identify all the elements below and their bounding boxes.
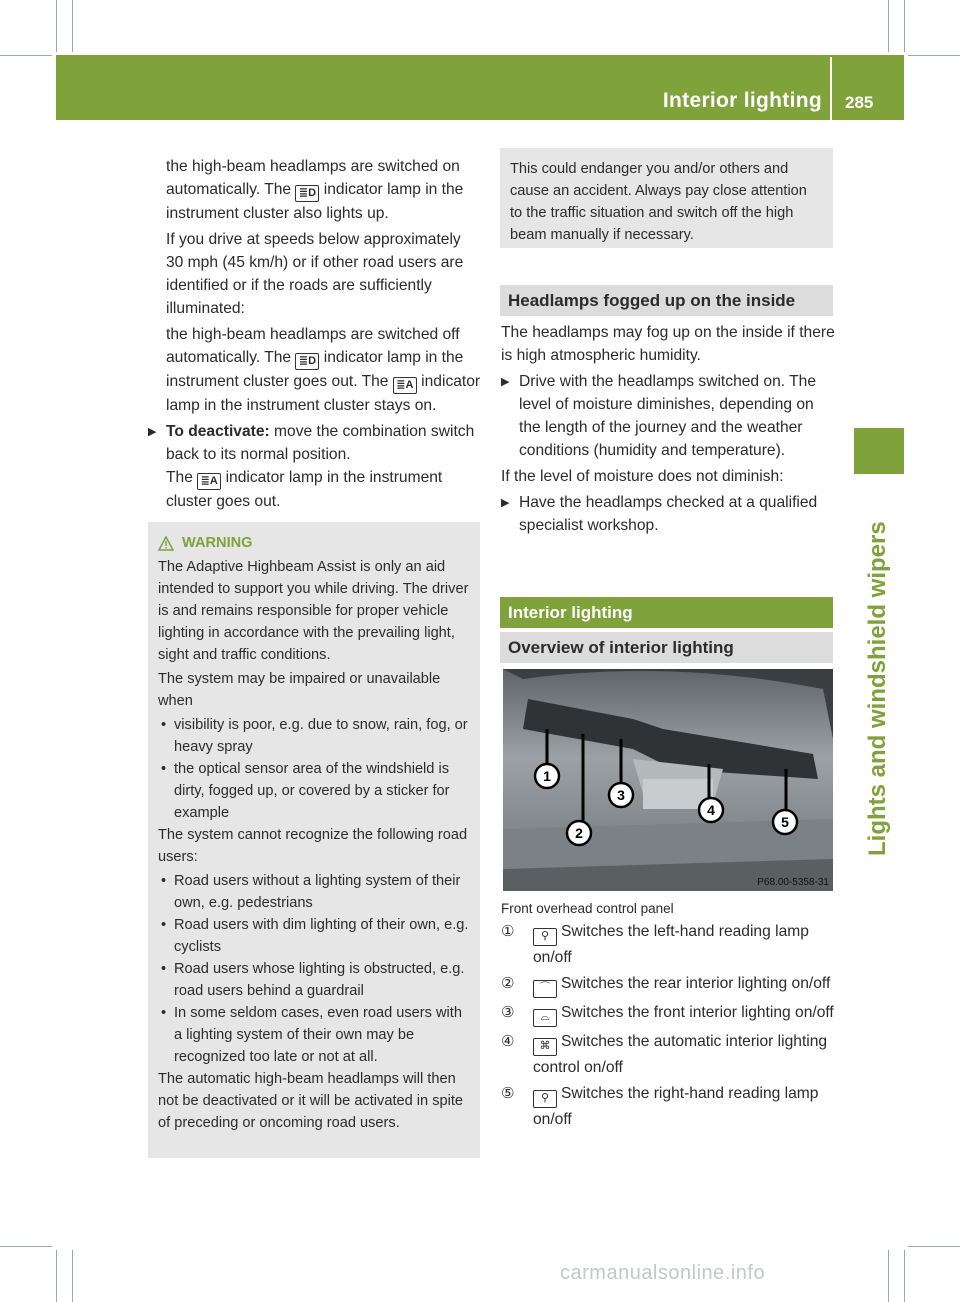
callout-2: 2 [575, 825, 583, 841]
list-item: • Road users without a lighting system of their own, e.g. pedestrians [161, 873, 461, 911]
warning-box [148, 522, 480, 1158]
high-beam-indicator-icon: ≣D [295, 185, 319, 202]
section-heading-fogged: Headlamps fogged up on the inside [500, 285, 833, 316]
fogged-section [501, 321, 837, 540]
warning-continuation-box [500, 148, 833, 248]
legend-item: ④ ⌘ Switches the automatic interior lighting control on/off [501, 1033, 828, 1076]
list-item: • Road users with dim lighting of their own, e.g. cyclists [161, 917, 469, 955]
legend-item: ⑤ ⚲ Switches the right-hand reading lamp on/off [501, 1085, 819, 1128]
paragraph: This could endanger you and/or others and cause an accident. Always pay close attention to the traffic situation and switch off the high beam manually if necessary. [510, 161, 807, 243]
step: ▶ Drive with the headlamps switched on. The level of moisture diminishes, depending on the length of the journey and the weather conditions (humidity and temperature). [501, 373, 817, 459]
section-heading-interior: Interior lighting [500, 597, 833, 628]
adaptive-high-beam-indicator-icon: ≣A [197, 473, 221, 490]
paragraph: The automatic high-beam headlamps will then not be deactivated or it will be activated in spite of preceding or oncoming road users. [158, 1071, 464, 1131]
paragraph: If the level of moisture does not diminish: [501, 468, 784, 485]
step: ▶ To deactivate: move the combination switch back to its normal position. The ≣A indicator lamp in the instrument cluster goes out. [148, 423, 475, 510]
rear-interior-light-icon: ⌒ [533, 980, 557, 998]
arrow-icon: ▶ [148, 426, 157, 438]
legend-item: ② ⌒ Switches the rear interior lighting on/off [501, 972, 837, 998]
paragraph: The Adaptive Highbeam Assist is only an aid intended to support you while driving. The driver is and remains responsible for proper vehicle lighting in accordance with the prevailing light, sight and traffic conditions. [158, 559, 469, 663]
callout-4: 4 [707, 802, 715, 818]
side-tab [854, 428, 904, 474]
page-title: Interior lighting [662, 89, 822, 112]
legend-item: ① ⚲ Switches the left-hand reading lamp on/off [501, 923, 809, 966]
left-column [148, 155, 482, 516]
adaptive-high-beam-indicator-icon: ≣A [393, 377, 417, 394]
subsection-heading-overview: Overview of interior lighting [500, 632, 833, 663]
overhead-control-panel-photo [503, 669, 833, 891]
auto-interior-light-icon: ⌘ [533, 1038, 557, 1056]
arrow-icon: ▶ [501, 497, 510, 509]
side-title [856, 498, 896, 858]
paragraph: If you drive at speeds below approximately 30 mph (45 km/h) or if other road users are identified or if the roads are sufficiently illuminated: [166, 231, 464, 317]
paragraph: the high-beam headlamps are switched on automatically. The ≣D indicator lamp in the instrument cluster also lights up. If you drive at speeds below approximately 30 mph (45 km/h) or if other road users are identified or if the roads are sufficiently illuminated: the high-beam headlamps are switched off automatically. The ≣D indicator lamp in the instrument cluster goes out. The ≣A indicator lamp in the instrument cluster stays on. [166, 158, 481, 414]
callout-3: 3 [617, 787, 625, 803]
list-item: • In some seldom cases, even road users with a lighting system of their own may be recognized too late or not at all. [161, 1005, 462, 1065]
reading-lamp-icon: ⚲ [533, 1090, 557, 1108]
paragraph: The system cannot recognize the following road users: [158, 827, 468, 865]
legend [501, 898, 837, 1134]
legend-item: ③ ⌓ Switches the front interior lighting on/off [501, 1001, 837, 1027]
warning-triangle-icon [158, 536, 174, 551]
step: ▶ Have the headlamps checked at a qualified specialist workshop. [501, 494, 818, 534]
arrow-icon: ▶ [501, 376, 510, 388]
photo-code: P68.00-5358-31 [757, 877, 829, 888]
header-separator [830, 57, 832, 120]
photo-caption: Front overhead control panel [501, 901, 674, 916]
callout-5: 5 [781, 814, 789, 830]
watermark: carmanualsonline.info [560, 1262, 766, 1284]
paragraph: The system may be impaired or unavailable when [158, 671, 441, 709]
warning-heading: WARNING [158, 532, 470, 554]
reading-lamp-icon: ⚲ [533, 928, 557, 946]
list-item: • the optical sensor area of the windshield is dirty, fogged up, or covered by a sticker for example [161, 761, 450, 821]
front-interior-light-icon: ⌓ [533, 1009, 557, 1027]
callout-1: 1 [543, 768, 551, 784]
paragraph: The headlamps may fog up on the inside if there is high atmospheric humidity. [501, 324, 835, 364]
side-title-text: Lights and windshield wipers [864, 521, 891, 856]
list-item: • visibility is poor, e.g. due to snow, rain, fog, or heavy spray [161, 717, 468, 755]
list-item: • Road users whose lighting is obstructed, e.g. road users behind a guardrail [161, 961, 465, 999]
high-beam-indicator-icon: ≣D [295, 353, 319, 370]
page-number: 285 [845, 93, 874, 112]
